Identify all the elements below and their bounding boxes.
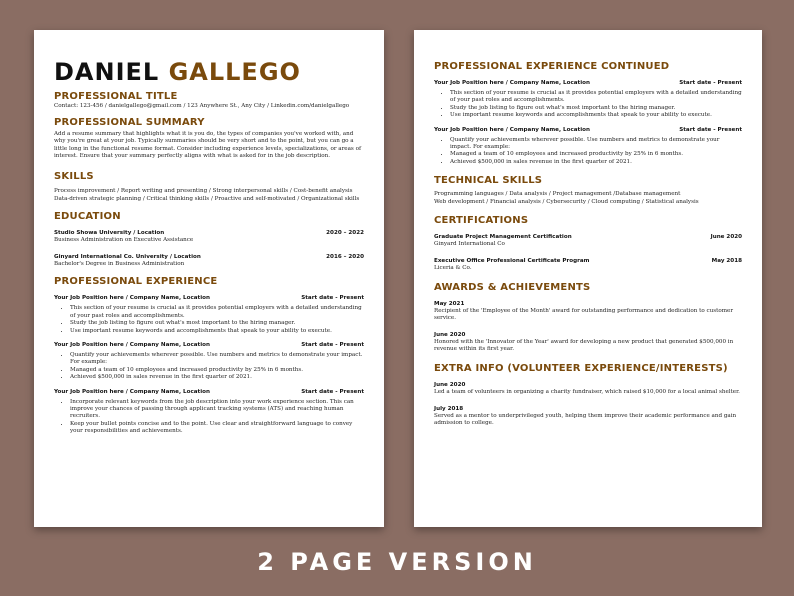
- extra-info-heading: EXTRA INFO (VOLUNTEER EXPERIENCE/INTERESTS): [434, 363, 728, 374]
- job-header: [54, 294, 364, 302]
- job-position: Your Job Position here / Company Name, Location: [54, 388, 210, 395]
- experience-continued-heading: PROFESSIONAL EXPERIENCE CONTINUED: [434, 61, 670, 72]
- certification-entry-1: [434, 233, 742, 241]
- school-name: Studio Showa University / Location: [54, 230, 165, 237]
- job-header: [54, 341, 364, 349]
- job-dates: Start date - Present: [301, 341, 364, 348]
- bullet: • Study the job listing to figure out what's most important to the hiring manager.: [450, 105, 742, 112]
- summary-text: Add a resume summary that highlights what it is you do, the types of companies you've worked with, and why you're great at your job. Typically summaries should be very short and to the point, but you can go a little long in the functional resume format. Consider including experience levels, specializations, or areas of interest. Ensure that your summary perfectly aligns with what is asked for in the job description.: [54, 130, 362, 160]
- technical-skills-heading: TECHNICAL SKILLS: [434, 175, 543, 187]
- summary-heading: PROFESSIONAL SUMMARY: [54, 116, 205, 128]
- job-bullets: [434, 90, 742, 120]
- bullet: • Managed a team of 10 employees and increased productivity by 25% in 6 months.: [450, 151, 742, 158]
- certification-org: Liceria & Co.: [434, 265, 472, 272]
- last-name: GALLEGO: [168, 58, 301, 86]
- tech-line-1: Programming languages / Data analysis / Project management /Database management: [434, 191, 681, 198]
- job-position: Your Job Position here / Company Name, Location: [54, 295, 210, 302]
- certification-name: Executive Office Professional Certificate Program: [434, 258, 590, 265]
- skills-heading: SKILLS: [54, 170, 94, 182]
- extra-text: Led a team of volunteers in organizing a charity fundraiser, which raised $10,000 for a local animal shelter.: [434, 389, 740, 395]
- bullet: • Use important resume keywords and accomplishments that speak to your ability to execute.: [450, 112, 742, 119]
- certification-date: June 2020: [710, 234, 742, 241]
- degree: Bachelor's Degree in Business Administration: [54, 260, 185, 267]
- certification-entry-2: [434, 257, 742, 265]
- tech-line-2: Web development / Financial analysis / Cybersecurity / Cloud computing / Statistical analysis: [434, 198, 699, 205]
- bullet: • This section of your resume is crucial as it provides potential employers with a detailed understanding of your past roles and accomplishments.: [70, 305, 364, 320]
- education-heading: EDUCATION: [54, 211, 121, 223]
- first-name: DANIEL: [54, 58, 160, 86]
- experience-heading: PROFESSIONAL EXPERIENCE: [54, 276, 218, 288]
- job-dates: Start date - Present: [679, 126, 742, 133]
- job-header: [54, 388, 364, 396]
- bullet: • Study the job listing to figure out what's most important to the hiring manager.: [70, 320, 364, 327]
- job-dates: Start date - Present: [301, 388, 364, 395]
- award-text: Recipient of the 'Employee of the Month' award for outstanding performance and dedication to customer service.: [434, 307, 733, 322]
- job-bullets: [54, 352, 364, 382]
- resume-page-1: [34, 30, 384, 527]
- version-caption: 2 PAGE VERSION: [257, 548, 537, 576]
- bullet: • Quantify your achievements wherever possible. Use numbers and metrics to demonstrate your impact. For example:: [450, 137, 742, 152]
- skills-line-2: Data-driven strategic planning / Critical thinking skills / Proactive and self-motivated / Organizational skills: [54, 195, 360, 202]
- education-entry-2: [54, 253, 364, 261]
- certification-name: Graduate Project Management Certification: [434, 234, 572, 241]
- bullet: • Achieved $500,000 in sales revenue in the first quarter of 2021.: [450, 159, 742, 166]
- job-position: Your Job Position here / Company Name, Location: [54, 341, 210, 348]
- professional-title: PROFESSIONAL TITLE: [54, 91, 178, 102]
- contact-line: Contact: 123-456 / danielgallego@gmail.com / 123 Anywhere St., Any City / Linkedin.com/danielgallego: [54, 103, 350, 109]
- job-dates: Start date - Present: [301, 295, 364, 302]
- certifications-heading: CERTIFICATIONS: [434, 215, 529, 227]
- extra-date: June 2020: [434, 382, 466, 388]
- award-text: Honored with the 'Innovator of the Year' award for developing a new product that generated $500,000 in revenue within its first year.: [434, 338, 734, 353]
- bullet: • Achieved $500,000 in sales revenue in the first quarter of 2021.: [70, 374, 364, 381]
- extra-date: July 2018: [434, 405, 464, 412]
- certification-org: Ginyard International Co: [434, 241, 505, 248]
- certification-date: May 2018: [711, 258, 742, 265]
- degree: Business Administration on Executive Assistance: [54, 237, 194, 244]
- award-date: May 2021: [434, 300, 465, 307]
- bullet: • Incorporate relevant keywords from the job description into your work experience section. This can improve your chances of passing through applicant tracking systems (ATS) and reaching human recruiters.: [70, 399, 364, 421]
- job-header: [434, 79, 742, 87]
- bullet: • Use important resume keywords and accomplishments that speak to your ability to execute.: [70, 328, 364, 335]
- school-name: Ginyard International Co. University / Location: [54, 253, 201, 260]
- candidate-name: [54, 58, 364, 86]
- job-bullets: [434, 137, 742, 167]
- education-dates: 2020 – 2022: [326, 230, 364, 237]
- job-bullets: [54, 305, 364, 335]
- job-position: Your Job Position here / Company Name, Location: [434, 126, 590, 133]
- awards-heading: AWARDS & ACHIEVEMENTS: [434, 281, 591, 293]
- award-date: June 2020: [434, 331, 466, 338]
- job-position: Your Job Position here / Company Name, Location: [434, 80, 590, 86]
- resume-page-2: [414, 30, 762, 527]
- bullet: • Quantify your achievements wherever possible. Use numbers and metrics to demonstrate your impact. For example:: [70, 352, 364, 367]
- education-dates: 2016 – 2020: [326, 253, 364, 260]
- bullet: • This section of your resume is crucial as it provides potential employers with a detailed understanding of your past roles and accomplishments.: [450, 90, 742, 105]
- job-dates: Start date - Present: [679, 80, 742, 86]
- education-entry-1: [54, 229, 364, 237]
- extra-text: Served as a mentor to underprivileged youth, helping them improve their academic performance and gain admission to college.: [434, 412, 737, 427]
- bullet: • Managed a team of 10 employees and increased productivity by 25% in 6 months.: [70, 367, 364, 374]
- job-header: [434, 126, 742, 134]
- job-bullets: [54, 399, 364, 436]
- skills-line-1: Process improvement / Report writing and presenting / Strong interpersonal skills / Cost-benefit analysis: [54, 187, 353, 194]
- bullet: • Keep your bullet points concise and to the point. Use clear and straightforward language to convey your responsibilities and achievements.: [70, 421, 364, 436]
